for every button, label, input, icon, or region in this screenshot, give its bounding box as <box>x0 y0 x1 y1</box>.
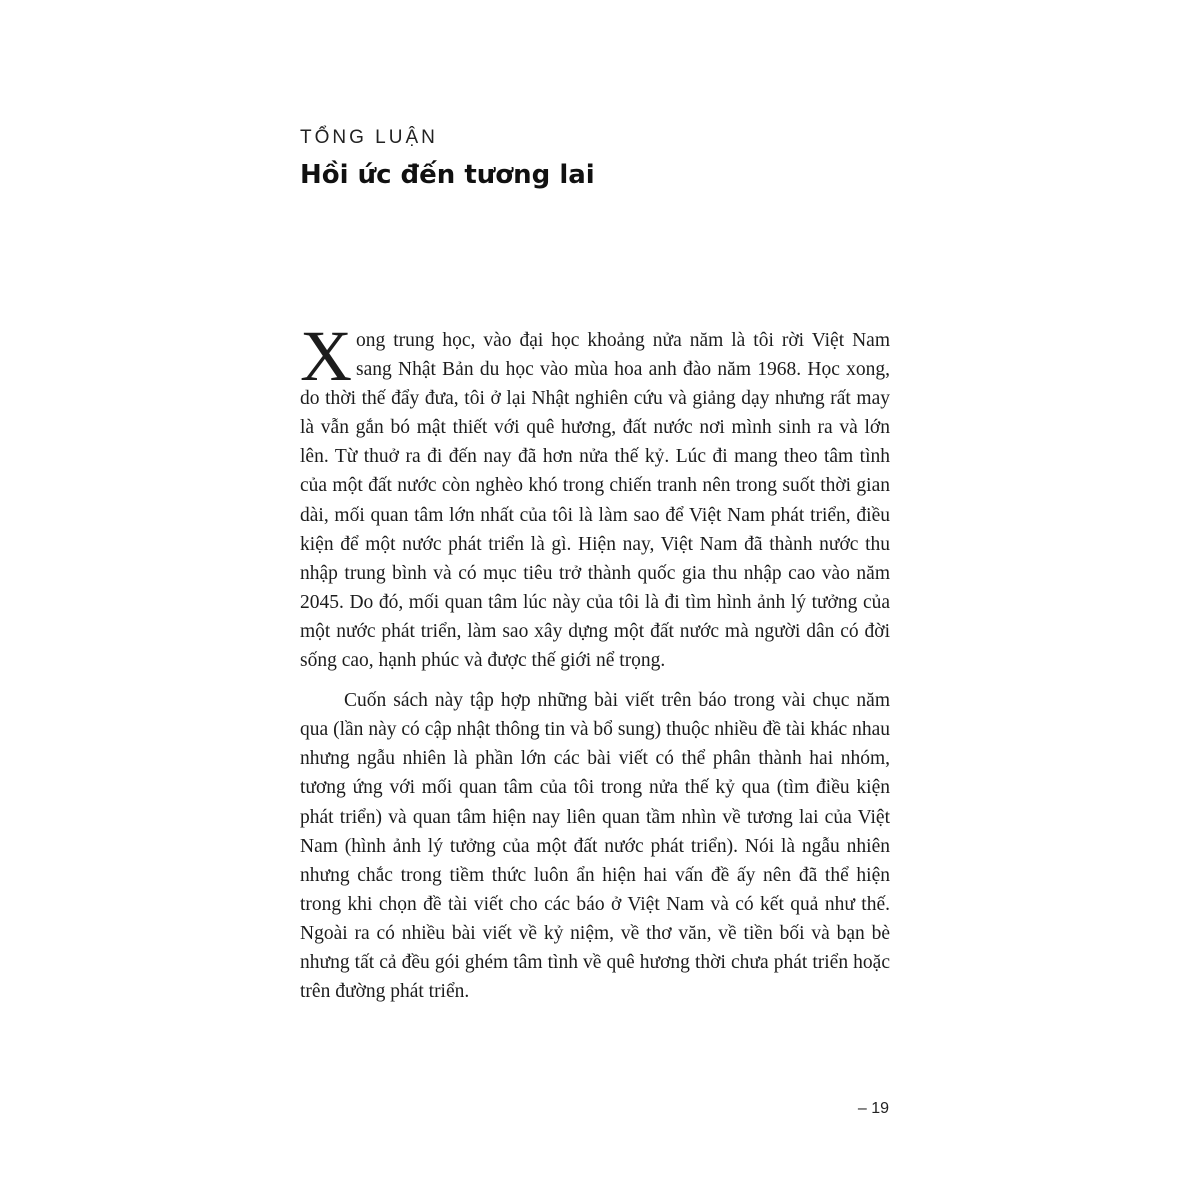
paragraph-1 <box>300 316 890 675</box>
body-text <box>300 316 890 1006</box>
section-label: TỔNG LUẬN <box>300 127 438 148</box>
chapter-title: Hồi ức đến tương lai <box>300 160 595 190</box>
paragraph-1-text: ong trung học, vào đại học khoảng nửa năm là tôi rời Việt Nam sang Nhật Bản du học vào mùa hoa anh đào năm 1968. Học xong, do thời thế đẩy đưa, tôi ở lại Nhật nghiên cứu và giảng dạy nhưng rất may là vẫn gắn bó mật thiết với quê hương, đất nước nơi mình sinh ra và lớn lên. Từ thuở ra đi đến nay đã hơn nửa thế kỷ. Lúc đi mang theo tâm tình của một đất nước còn nghèo khó trong chiến tranh nên trong suốt thời gian dài, mối quan tâm lớn nhất của tôi là làm sao để Việt Nam phát triển, điều kiện để một nước phát triển là gì. Hiện nay, Việt Nam đã thành nước thu nhập trung bình và có mục tiêu trở thành quốc gia thu nhập cao vào năm 2045. Do đó, mối quan tâm lúc này của tôi là đi tìm hình ảnh lý tưởng của một nước phát triển, làm sao xây dựng một đất nước mà người dân có đời sống cao, hạnh phúc và được thế giới nể trọng. <box>300 330 890 672</box>
paragraph-2: Cuốn sách này tập hợp những bài viết trên báo trong vài chục năm qua (lần này có cập nhật thông tin và bổ sung) thuộc nhiều đề tài khác nhau nhưng ngẫu nhiên là phần lớn các bài viết có thể phân thành hai nhóm, tương ứng với mối quan tâm của tôi trong nửa thế kỷ qua (tìm điều kiện phát triển) và quan tâm hiện nay liên quan tầm nhìn về tương lai của Việt Nam (hình ảnh lý tưởng của một đất nước phát triển). Nói là ngẫu nhiên nhưng chắc trong tiềm thức luôn ẩn hiện hai vấn đề ấy nên đã thể hiện trong khi chọn đề tài viết cho các báo ở Việt Nam và có kết quả như thế. Ngoài ra có nhiều bài viết về kỷ niệm, về thơ văn, về tiền bối và bạn bè nhưng tất cả đều gói ghém tâm tình về quê hương thời chưa phát triển hoặc trên đường phát triển. <box>300 690 890 1003</box>
page-number: – 19 <box>857 1100 889 1117</box>
drop-cap: X <box>300 316 352 396</box>
